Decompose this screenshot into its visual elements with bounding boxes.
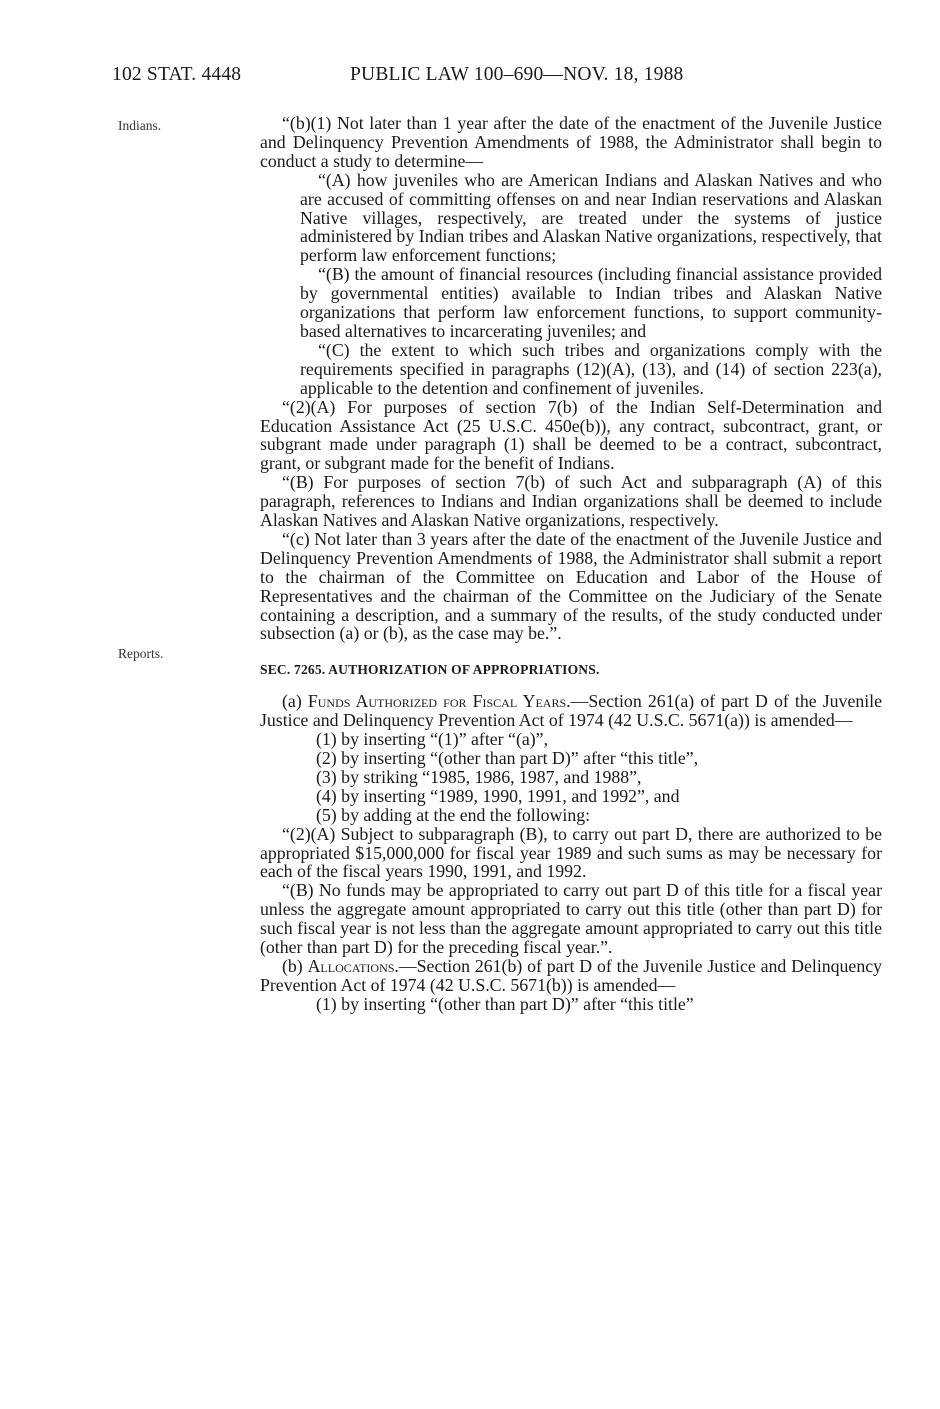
list-item: (3) by striking “1985, 1986, 1987, and 1988”,: [316, 766, 642, 787]
subsection-b-label: (b): [282, 955, 308, 976]
paragraph-b1-A: “(A) how juveniles who are American Indians and Alaskan Natives and who are accused of committing offenses on and near Indian reservations and Alaskan Native villages, respectively, are treated under the systems of justice administered by Indian tribes and Alaskan Native organizations, respectively, that perform law enforcement functions;: [300, 169, 882, 266]
statute-page-number: 102 STAT. 4448: [112, 64, 242, 85]
list-item: (1) by inserting “(other than part D)” after “this title”: [316, 993, 694, 1014]
public-law-title: PUBLIC LAW 100–690—NOV. 18, 1988: [350, 64, 684, 85]
subsection-b-title: Allocations.: [307, 955, 399, 976]
margin-note-reports: Reports.: [118, 646, 164, 661]
list-item: (4) by inserting “1989, 1990, 1991, and 1992”, and: [316, 785, 680, 806]
paragraph-b2-B: “(B) For purposes of section 7(b) of such Act and subparagraph (A) of this paragraph, references to Indians and Indian organizations shall be deemed to include Alaskan Natives and Alaskan Native organizations, respectively.: [260, 472, 882, 531]
subsection-b: [260, 957, 882, 995]
paragraph-b2-A: “(2)(A) For purposes of section 7(b) of the Indian Self-Determination and Education Assistance Act (25 U.S.C. 450e(b)), any contract, subcontract, grant, or subgrant made under paragraph (1) shall be deemed to be a contract, subcontract, grant, or subgrant made for the benefit of Indians.: [260, 396, 882, 474]
subsection-b-text: —Section 261(b) of part D of the Juvenile Justice and Delinquency Prevention Act of 1974 (42 U.S.C. 5671(b)) is amended—: [260, 955, 882, 995]
paragraph-b1-B: “(B) the amount of financial resources (including financial assistance provided by governmental entities) available to Indian tribes and Alaskan Native organizations that perform law enforcement functions, to support community-based alternatives to incarcerating juveniles; and: [300, 264, 882, 341]
page-header: [112, 64, 902, 90]
quoted-paragraph-2A: “(2)(A) Subject to subparagraph (B), to carry out part D, there are authorized to be appropriated $15,000,000 for fiscal year 1989 and such sums as may be necessary for each of the fiscal years 1990, 1991, and 1992.: [260, 823, 882, 882]
paragraph-c: “(c) Not later than 3 years after the date of the enactment of the Juvenile Justice and Delinquency Prevention Amendments of 1988, the Administrator shall submit a report to the chairman of the Committee on Education and Labor of the House of Representatives and the chairman of the Committee on the Judiciary of the Senate containing a description, and a summary of the results, of the study conducted under subsection (a) or (b), as the case may be.”.: [260, 528, 882, 644]
list-item: (2) by inserting “(other than part D)” after “this title”,: [316, 748, 699, 768]
margin-note-indians: Indians.: [118, 118, 162, 133]
subsection-a: [260, 692, 882, 730]
subsection-a-label: (a): [282, 691, 308, 712]
subsection-a-text: —Section 261(a) of part D of the Juvenile Justice and Delinquency Prevention Act of 1974 (42 U.S.C. 5671(a)) is amended—: [260, 691, 882, 731]
paragraph-b1-C: “(C) the extent to which such tribes and organizations comply with the requirements specified in paragraphs (12)(A), (13), and (14) of section 223(a), applicable to the detention and confinement of juveniles.: [300, 339, 882, 398]
quoted-paragraph-2B: “(B) No funds may be appropriated to carry out part D of this title for a fiscal year unless the aggregate amount appropriated to carry out this title (other than part D) for such fiscal year is not less than the aggregate amount appropriated to carry out this title (other than part D) for the preceding fiscal year.”.: [260, 880, 882, 958]
paragraph-b1: “(b)(1) Not later than 1 year after the date of the enactment of the Juvenile Justice and Delinquency Prevention Amendments of 1988, the Administrator shall begin to conduct a study to determine—: [260, 113, 882, 171]
section-heading: SEC. 7265. AUTHORIZATION OF APPROPRIATIONS.: [260, 662, 600, 678]
document-body: [260, 114, 882, 1014]
list-item: (5) by adding at the end the following:: [316, 804, 591, 825]
subsection-a-title: Funds Authorized for Fiscal Years.: [307, 691, 571, 712]
list-item: (1) by inserting “(1)” after “(a)”,: [316, 729, 549, 750]
